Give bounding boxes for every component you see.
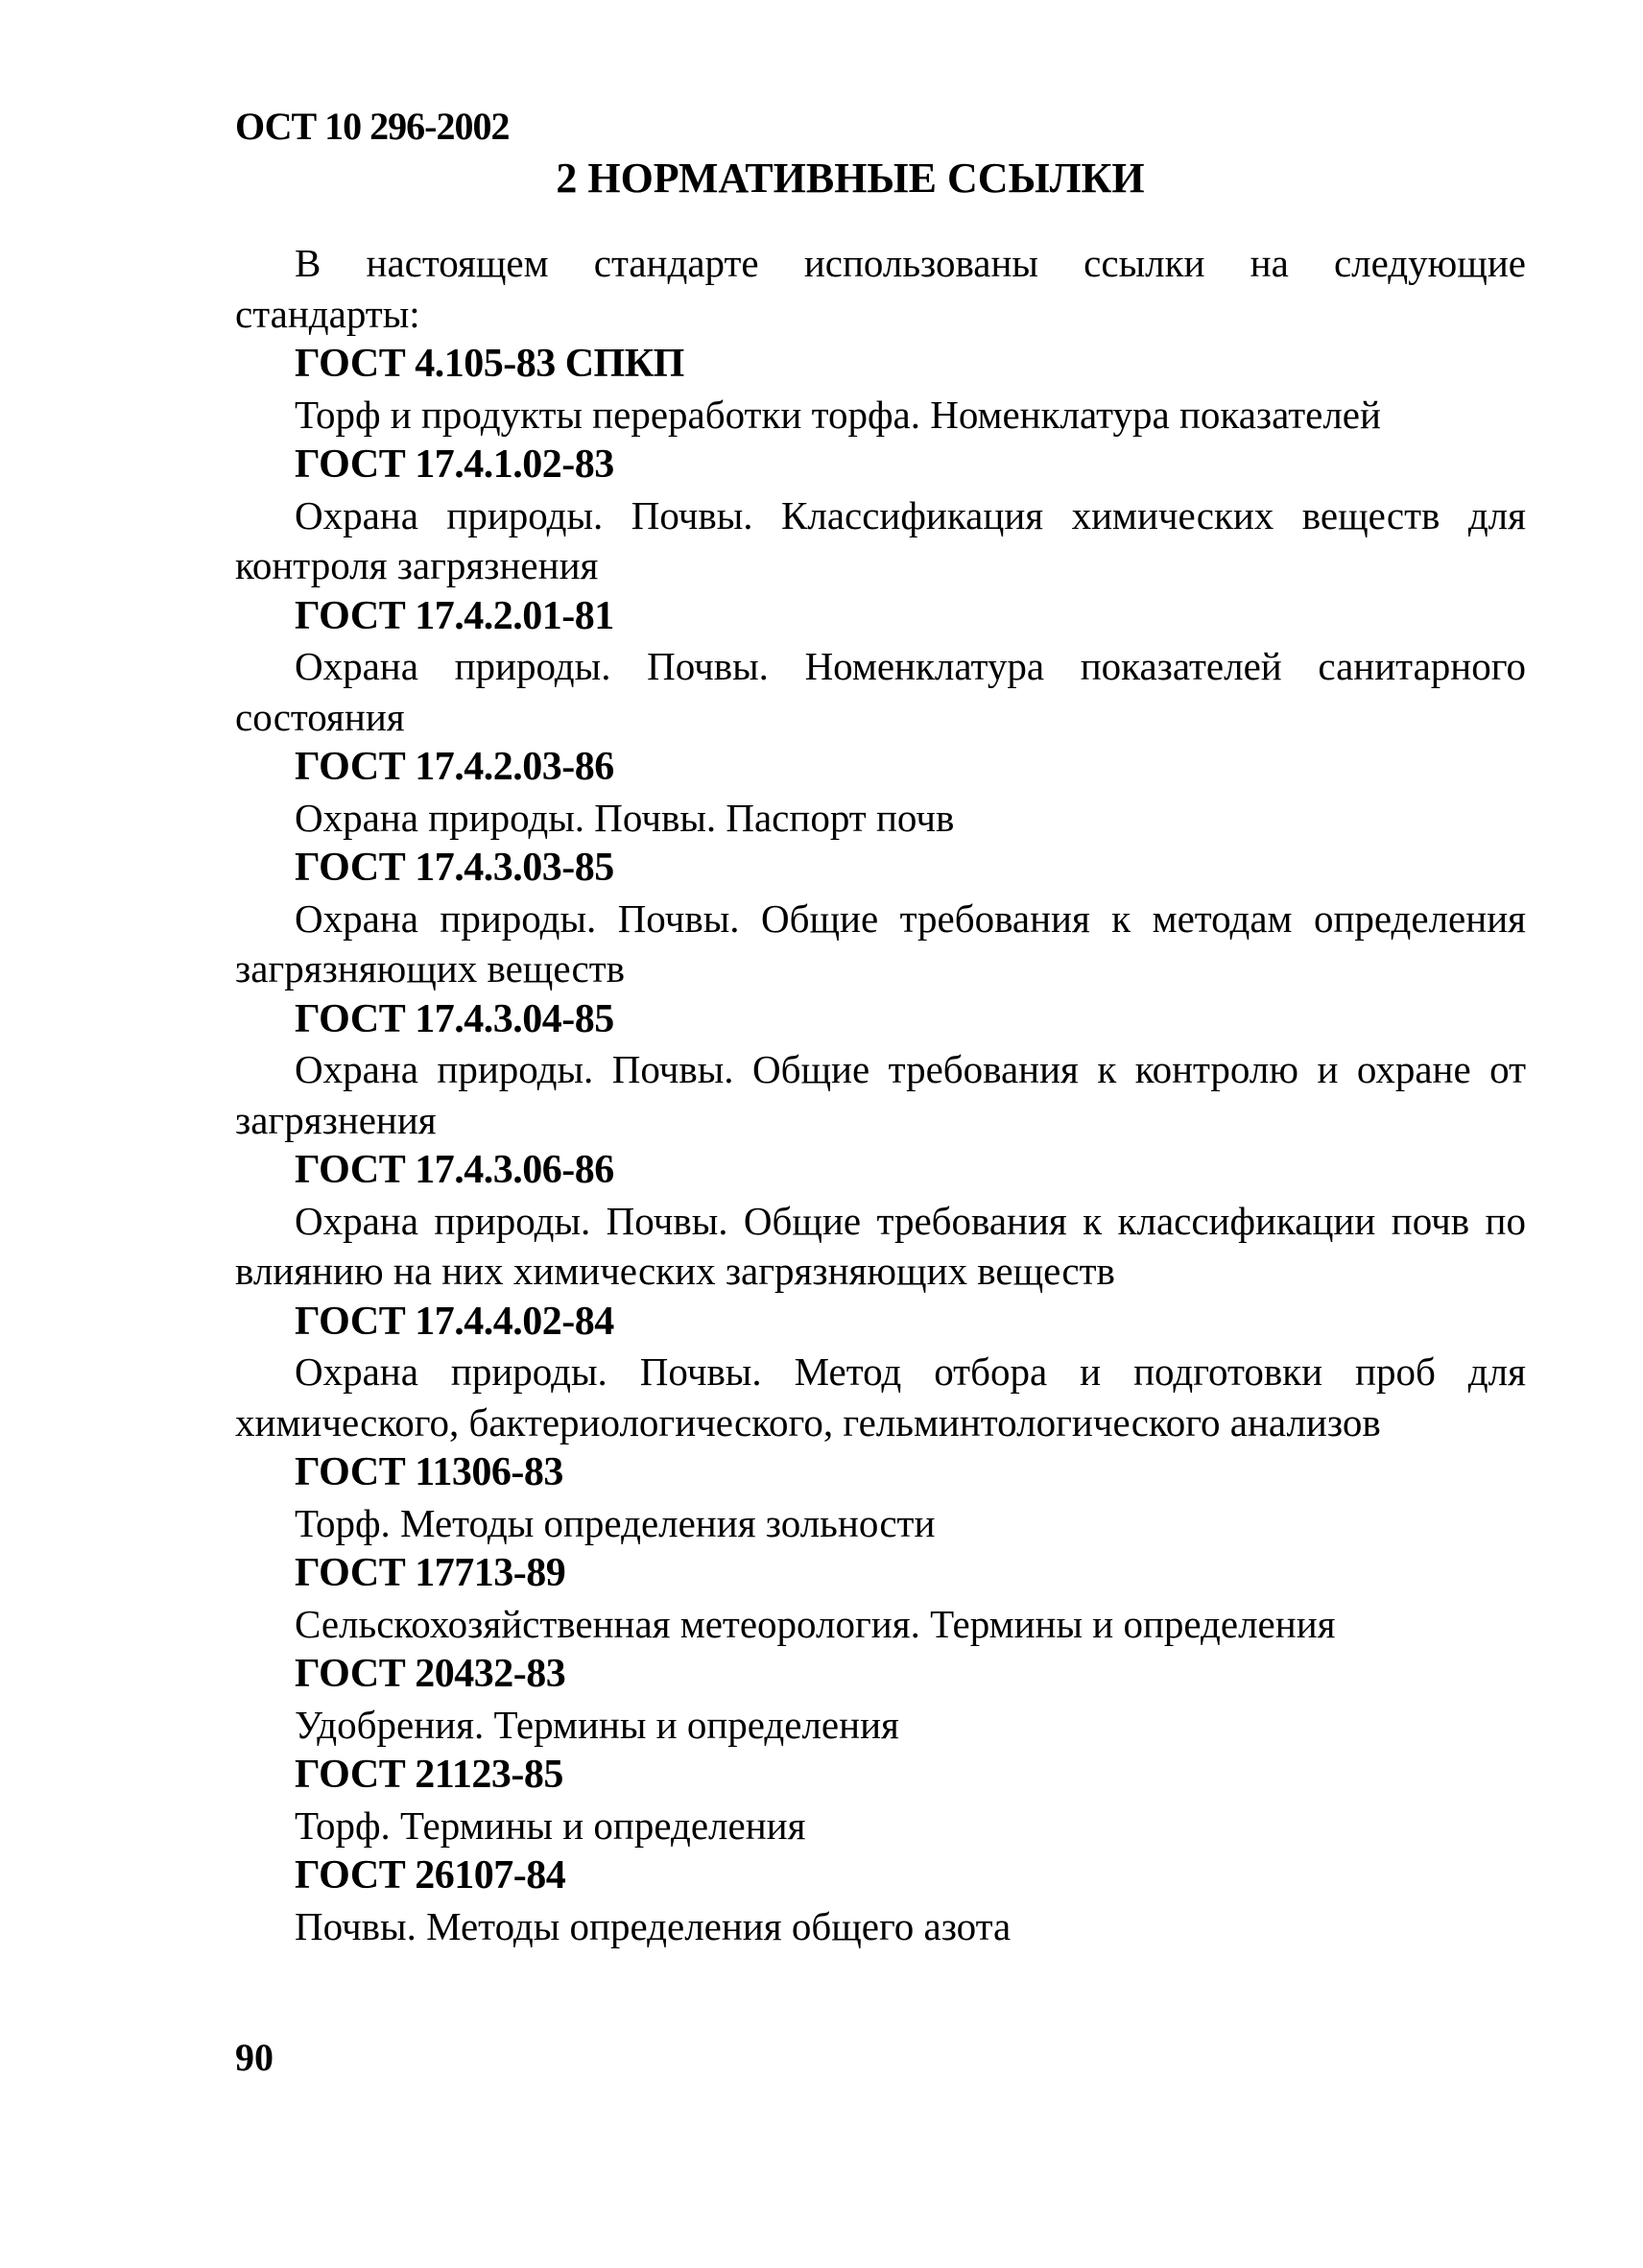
page-number: 90 [235, 2036, 274, 2079]
reference-description: Охрана природы. Почвы. Классификация химических веществ для контроля загрязнения [235, 492, 1526, 587]
section-title: 2 НОРМАТИВНЫЕ ССЫЛКИ [556, 155, 1145, 202]
references-section [235, 238, 1526, 1951]
reference-code: ГОСТ 17.4.1.02-83 [295, 442, 614, 487]
reference-item [235, 843, 1526, 994]
reference-code: ГОСТ 17.4.2.01-81 [295, 593, 614, 638]
reference-item [235, 1297, 1526, 1448]
reference-item [235, 440, 1526, 591]
reference-item [235, 1447, 1526, 1548]
reference-description: Охрана природы. Почвы. Метод отбора и подготовки проб для химического, бактериологического, гельминтологического анализов [235, 1349, 1526, 1444]
reference-item [235, 1649, 1526, 1750]
reference-code: ГОСТ 17.4.3.04-85 [295, 996, 614, 1041]
document-code: ОСТ 10 296-2002 [235, 105, 510, 148]
reference-item [235, 994, 1526, 1146]
reference-code: ГОСТ 17.4.4.02-84 [295, 1299, 614, 1344]
reference-item [235, 339, 1526, 440]
reference-description: Охрана природы. Почвы. Общие требования к классификации почв по влиянию на них химических загрязняющих веществ [235, 1198, 1526, 1293]
reference-item [235, 1548, 1526, 1649]
reference-description: Удобрения. Термины и определения [295, 1702, 899, 1747]
reference-description: Сельскохозяйственная метеорология. Термины и определения [295, 1601, 1336, 1646]
reference-description: Охрана природы. Почвы. Паспорт почв [295, 795, 955, 840]
reference-code: ГОСТ 21123-85 [295, 1753, 563, 1797]
reference-item [235, 742, 1526, 843]
reference-description: Торф. Термины и определения [295, 1802, 806, 1848]
reference-description: Почвы. Методы определения общего азота [295, 1903, 1012, 1948]
reference-code: ГОСТ 20432-83 [295, 1652, 566, 1696]
reference-description: Охрана природы. Почвы. Номенклатура показателей санитарного состояния [235, 644, 1526, 739]
reference-item [235, 1850, 1526, 1951]
reference-item [235, 591, 1526, 743]
reference-description: Охрана природы. Почвы. Общие требования к методам определения загрязняющих веществ [235, 895, 1526, 991]
reference-description: Охрана природы. Почвы. Общие требования к контролю и охране от загрязнения [235, 1047, 1526, 1142]
reference-item [235, 1145, 1526, 1297]
reference-code: ГОСТ 26107-84 [295, 1853, 566, 1898]
reference-description: Торф. Методы определения зольности [295, 1500, 936, 1545]
reference-description: Торф и продукты переработки торфа. Номенклатура показателей [295, 392, 1381, 437]
reference-code: ГОСТ 17713-89 [295, 1551, 566, 1595]
reference-code: ГОСТ 17.4.3.06-86 [295, 1148, 614, 1192]
reference-item [235, 1750, 1526, 1850]
intro-paragraph: В настоящем стандарте использованы ссылки на следующие стандарты: [235, 241, 1526, 336]
reference-code: ГОСТ 17.4.3.03-85 [295, 846, 614, 890]
reference-code: ГОСТ 4.105-83 СПКП [295, 342, 684, 386]
reference-code: ГОСТ 11306-83 [295, 1450, 563, 1494]
reference-code: ГОСТ 17.4.2.03-86 [295, 745, 614, 789]
